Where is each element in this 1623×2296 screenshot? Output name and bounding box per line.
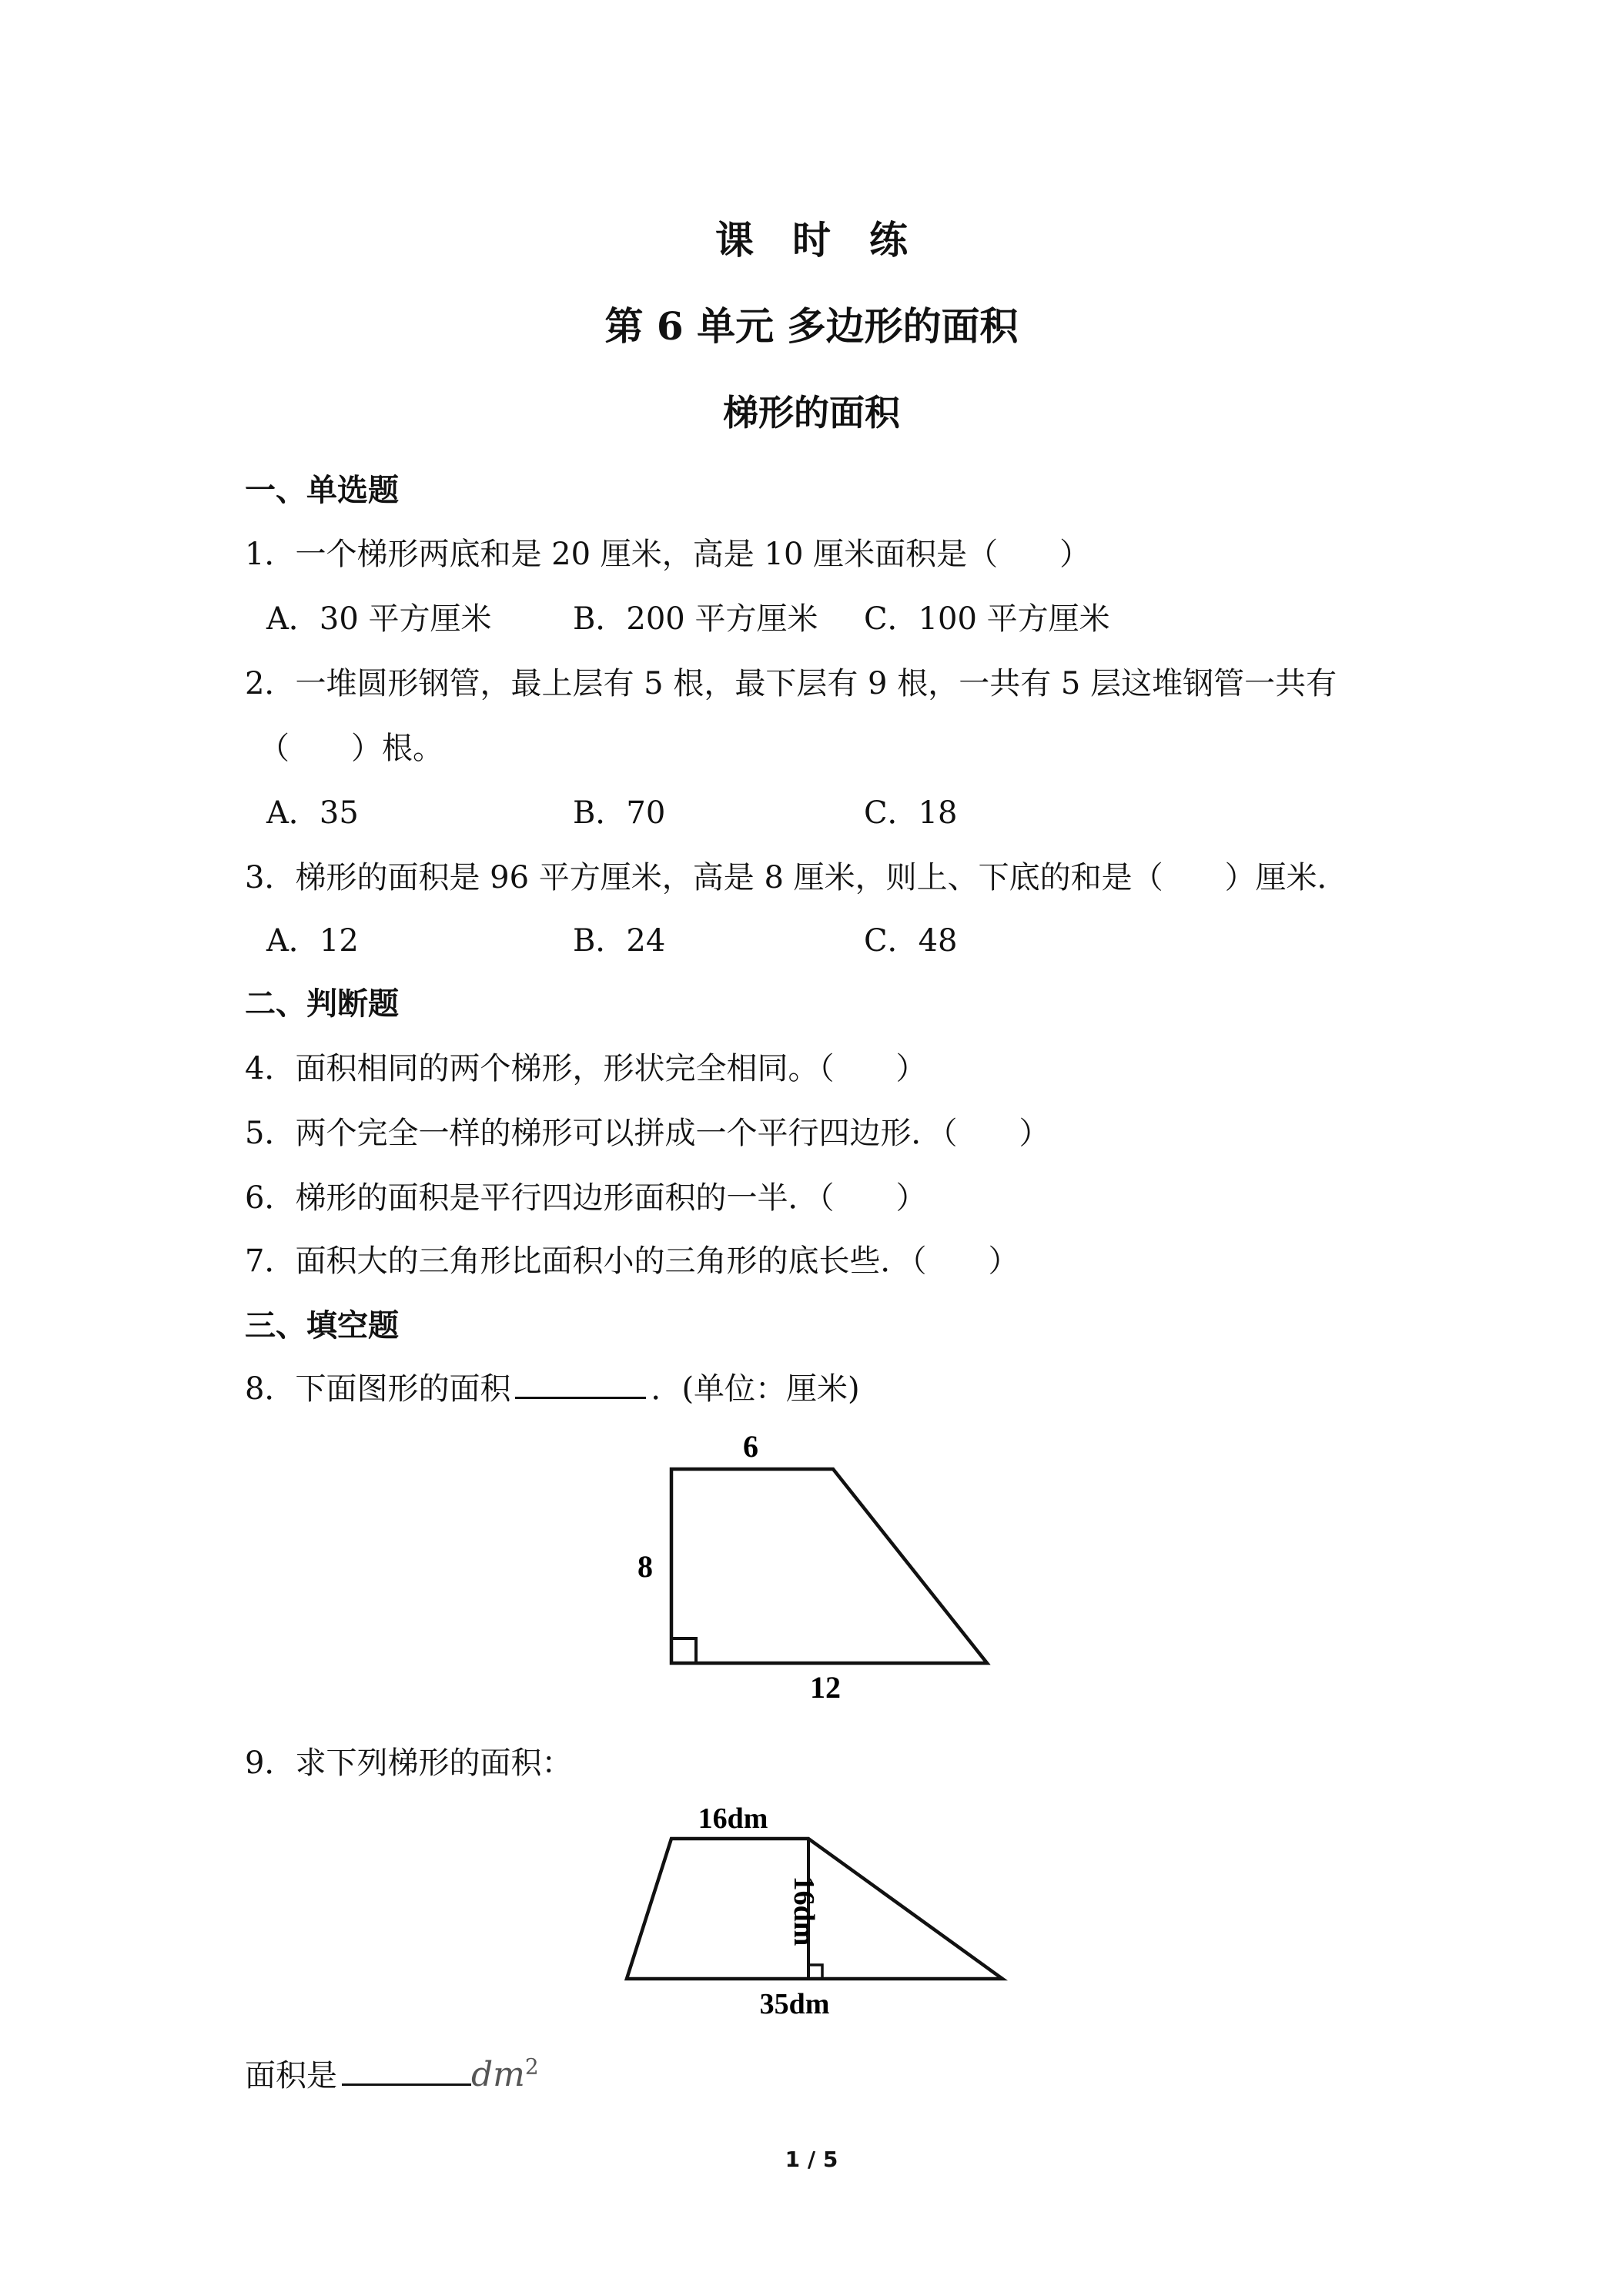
question-8 <box>245 1364 860 1408</box>
page-title: 课 时 练 <box>715 217 908 263</box>
figure-right-trapezoid <box>601 1424 1016 1709</box>
question-2: 2．一堆圆形钢管，最上层有 5 根，最下层有 9 根，一共有 5 层这堆钢管一共有 <box>245 666 1337 701</box>
section-single-choice: 一、单选题 <box>245 472 399 508</box>
q9-unit <box>471 2055 539 2094</box>
lesson-title: 梯形的面积 <box>723 392 900 433</box>
q3-option-b: B．24 <box>573 923 666 959</box>
fig1-height-label: 8 <box>637 1549 653 1584</box>
question-6: 6．梯形的面积是平行四边形面积的一半．（ ） <box>245 1180 927 1216</box>
question-1: 1．一个梯形两底和是 20 厘米，高是 10 厘米面积是（ ） <box>245 537 1091 572</box>
right-angle-mark <box>671 1638 696 1663</box>
fig2-height-label: 16dm <box>788 1876 820 1946</box>
question-7: 7．面积大的三角形比面积小的三角形的底长些．（ ） <box>245 1243 1019 1279</box>
trapezoid-shape <box>671 1469 987 1663</box>
section-fill-blank: 三、填空题 <box>245 1307 399 1344</box>
right-angle-mark-2 <box>808 1965 822 1979</box>
figure-trapezoid <box>616 1794 1016 2025</box>
fig1-top-label: 6 <box>743 1429 758 1464</box>
q9-answer-line <box>245 2051 539 2095</box>
q1-option-c: C．100 平方厘米 <box>864 601 1110 637</box>
q2-option-a: A．35 <box>266 795 359 831</box>
fig1-bottom-label: 12 <box>810 1670 841 1705</box>
fig2-bottom-label: 35dm <box>759 1988 830 2020</box>
q2-option-b: B．70 <box>573 795 666 831</box>
q9-unit-exponent: 2 <box>524 2053 539 2080</box>
q8-suffix: ．(单位：厘米) <box>651 1371 860 1407</box>
q2-option-c: C．18 <box>864 795 958 831</box>
section-true-false: 二、判断题 <box>245 986 399 1022</box>
q3-option-c: C．48 <box>864 923 958 959</box>
q3-option-a: A．12 <box>266 923 359 959</box>
q1-option-a: A．30 平方厘米 <box>266 601 492 637</box>
q9-unit-base: dm <box>471 2055 525 2094</box>
question-5: 5．两个完全一样的梯形可以拼成一个平行四边形．（ ） <box>245 1116 1050 1151</box>
q8-prefix: 8．下面图形的面积 <box>245 1371 511 1407</box>
fig2-top-label: 16dm <box>698 1802 768 1835</box>
question-2-cont: （ ）根。 <box>259 731 443 766</box>
question-3: 3．梯形的面积是 96 平方厘米，高是 8 厘米，则上、下底的和是（ ）厘米． <box>245 860 1348 895</box>
page-number: 1 / 5 <box>785 2147 838 2172</box>
question-9: 9．求下列梯形的面积： <box>245 1745 573 1781</box>
question-4: 4．面积相同的两个梯形，形状完全相同。（ ） <box>245 1051 927 1086</box>
unit-title: 第 6 单元 多边形的面积 <box>604 303 1019 349</box>
q9-answer-prefix: 面积是 <box>245 2058 337 2094</box>
q9-answer-blank[interactable] <box>342 2053 471 2086</box>
q8-answer-blank[interactable] <box>515 1366 646 1399</box>
q1-option-b: B．200 平方厘米 <box>573 601 818 637</box>
